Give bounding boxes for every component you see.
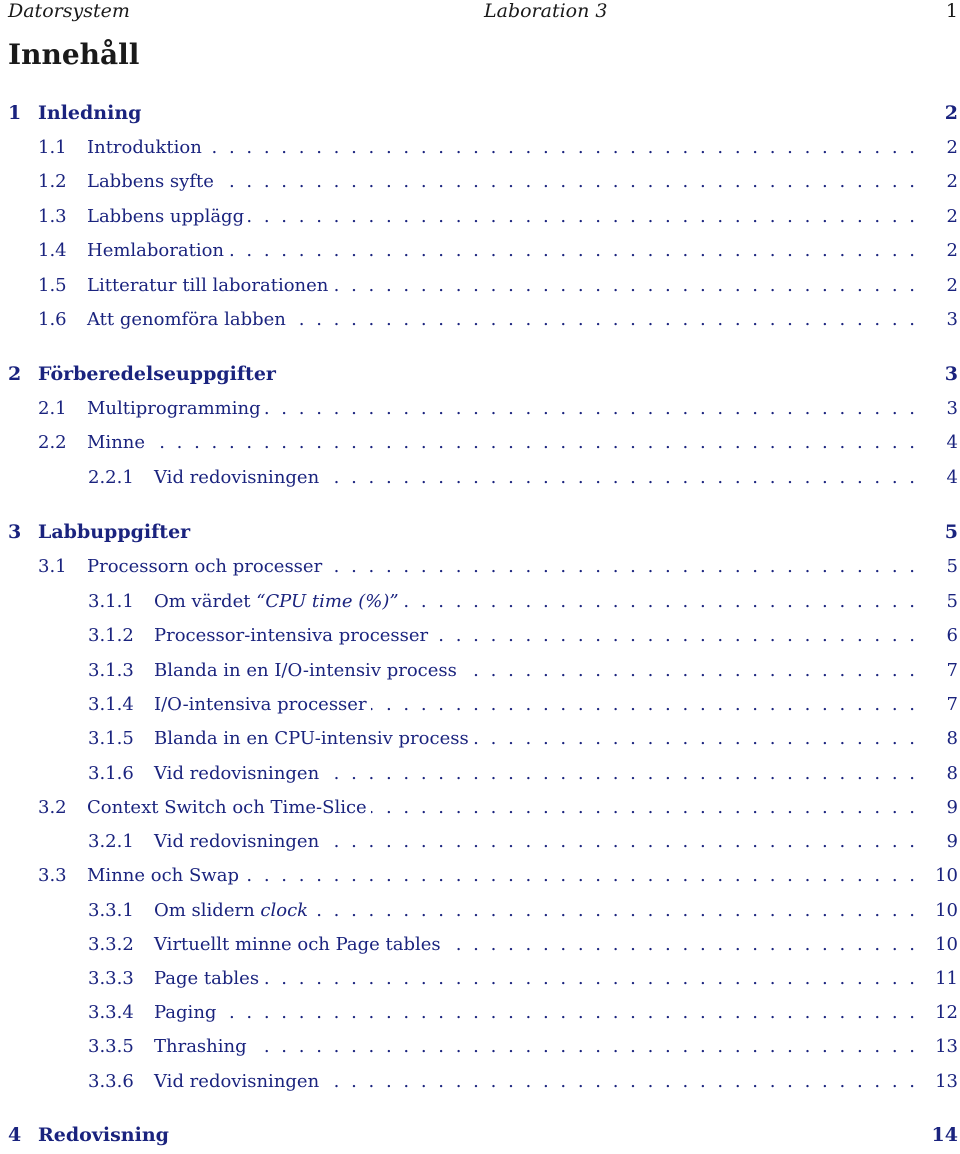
toc-entry-title: Blanda in en CPU-intensiv process — [154, 727, 469, 749]
toc-entry-title: Minne — [87, 431, 146, 453]
toc-entry-number: 1 — [8, 102, 22, 124]
toc-entry-title: Hemlaboration — [87, 239, 225, 261]
toc-entry-number: 1.5 — [38, 274, 67, 296]
toc-entry-page: 6 — [946, 624, 958, 646]
toc-entry-title: Litteratur till laborationen — [87, 274, 329, 296]
toc-entry-page: 12 — [935, 1001, 958, 1023]
toc-entry[interactable] — [8, 756, 960, 790]
toc-entry-title: Om värdet “CPU time (%)” — [154, 590, 399, 612]
toc-entry-number: 2 — [8, 363, 22, 385]
toc-leader-dots — [263, 968, 918, 989]
toc-leader-dots — [473, 728, 918, 749]
toc-entry-title: Om slidern clock — [154, 899, 309, 921]
toc-entry-page: 8 — [946, 727, 958, 749]
toc-entry-page: 2 — [946, 136, 958, 158]
toc-leader-dots — [149, 432, 918, 453]
toc-entry-title: Labbuppgifter — [38, 521, 191, 543]
toc-entry[interactable] — [8, 233, 960, 267]
toc-leader-dots — [323, 763, 918, 784]
toc-entry[interactable] — [8, 618, 960, 652]
toc-entry[interactable] — [8, 995, 960, 1029]
toc-entry-title: I/O-intensiva processer — [154, 693, 367, 715]
toc-entry[interactable] — [8, 687, 960, 721]
toc-leader-dots — [461, 660, 918, 681]
toc-leader-dots — [445, 934, 918, 955]
toc-entry[interactable] — [8, 515, 960, 549]
toc-entry-number: 3.3.6 — [88, 1070, 134, 1092]
toc-entry-page: 10 — [935, 864, 958, 886]
toc-entry-number: 1.4 — [38, 239, 67, 261]
toc-entry-page: 2 — [946, 205, 958, 227]
toc-entry-number: 3.2 — [38, 796, 67, 818]
toc-entry[interactable] — [8, 302, 960, 336]
toc-entry-page: 7 — [946, 693, 958, 715]
toc-entry-title: Vid redovisningen — [154, 830, 320, 852]
toc-entry-number: 1.2 — [38, 170, 67, 192]
toc-entry-title: Inledning — [38, 102, 142, 124]
toc-entry-page: 10 — [935, 933, 958, 955]
toc-leader-dots — [248, 206, 918, 227]
toc-entry-page: 14 — [931, 1124, 958, 1146]
toc-entry-number: 3.1.2 — [88, 624, 134, 646]
toc-entry-number: 2.2 — [38, 431, 67, 453]
toc-entry-title: Labbens syfte — [87, 170, 214, 192]
toc-entry-title: Förberedelseuppgifter — [38, 363, 276, 385]
toc-leader-dots — [206, 137, 918, 158]
toc-entry-number: 3.1.6 — [88, 762, 134, 784]
toc-entry-number: 1.3 — [38, 205, 67, 227]
toc-entry-page: 13 — [935, 1035, 958, 1057]
toc-leader-dots — [371, 694, 918, 715]
toc-entry[interactable] — [8, 199, 960, 233]
toc-entry[interactable] — [8, 460, 960, 494]
toc-entry-title: Blanda in en I/O-intensiv process — [154, 659, 457, 681]
toc-entry[interactable] — [8, 721, 960, 755]
toc-entry-page: 2 — [946, 239, 958, 261]
running-header — [8, 0, 960, 22]
toc-entry-page: 9 — [946, 830, 958, 852]
toc-entry[interactable] — [8, 1118, 960, 1152]
toc-entry-number: 4 — [8, 1124, 22, 1146]
header-lab-title: Laboration 3 — [484, 0, 608, 22]
toc-leader-dots — [403, 591, 918, 612]
toc-entry-title: Thrashing — [154, 1035, 247, 1057]
toc-entry-title: Introduktion — [87, 136, 202, 158]
toc-leader-dots — [326, 556, 918, 577]
toc-entry[interactable] — [8, 961, 960, 995]
toc-leader-dots — [290, 309, 918, 330]
toc-entry[interactable] — [8, 790, 960, 824]
toc-entry[interactable] — [8, 391, 960, 425]
toc-entry-page: 11 — [935, 967, 958, 989]
toc-entry-number: 3.3 — [38, 864, 67, 886]
toc-entry[interactable] — [8, 1064, 960, 1098]
toc-leader-dots — [265, 398, 918, 419]
toc-entry-number: 3.1.3 — [88, 659, 134, 681]
toc-entry[interactable] — [8, 357, 960, 391]
toc-entry-title: Virtuellt minne och Page tables — [154, 933, 441, 955]
toc-entry[interactable] — [8, 653, 960, 687]
toc-entry-title: Labbens upplägg — [87, 205, 245, 227]
toc-entry-number: 3.3.3 — [88, 967, 134, 989]
page-title: Innehåll — [8, 38, 140, 71]
toc-entry-title: Vid redovisningen — [154, 466, 320, 488]
toc-entry-page: 3 — [944, 363, 958, 385]
toc-entry-page: 10 — [935, 899, 958, 921]
toc-entry-number: 2.2.1 — [88, 466, 134, 488]
toc-entry-title: Minne och Swap — [87, 864, 239, 886]
toc-entry[interactable] — [8, 858, 960, 892]
toc-leader-dots — [312, 900, 918, 921]
toc-entry-page: 3 — [946, 397, 958, 419]
toc-entry-page: 4 — [946, 466, 958, 488]
toc-entry-title: Page tables — [154, 967, 260, 989]
toc-entry[interactable] — [8, 130, 960, 164]
toc-leader-dots — [251, 1036, 918, 1057]
toc-entry[interactable] — [8, 96, 960, 130]
toc-entry-title: Processor-intensiva processer — [154, 624, 429, 646]
toc-entry-page: 2 — [946, 274, 958, 296]
toc-entry[interactable] — [8, 1029, 960, 1063]
toc-entry-number: 1.1 — [38, 136, 67, 158]
toc-entry-number: 3.3.2 — [88, 933, 134, 955]
toc-leader-dots — [228, 240, 918, 261]
toc-entry-number: 3.1.4 — [88, 693, 134, 715]
toc-entry-page: 5 — [946, 590, 958, 612]
toc-entry-page: 5 — [944, 521, 958, 543]
toc-entry-page: 7 — [946, 659, 958, 681]
toc-entry-number: 3.3.1 — [88, 899, 134, 921]
toc-entry-page: 8 — [946, 762, 958, 784]
toc-leader-dots — [323, 831, 918, 852]
toc-entry-number: 3.1.1 — [88, 590, 134, 612]
header-course-title: Datorsystem — [8, 0, 130, 22]
toc-entry-page: 3 — [946, 308, 958, 330]
toc-entry-number: 3.1.5 — [88, 727, 134, 749]
toc-entry-number: 3 — [8, 521, 22, 543]
toc-entry-title: Paging — [154, 1001, 217, 1023]
toc-entry[interactable] — [8, 824, 960, 858]
toc-leader-dots — [332, 275, 918, 296]
toc-leader-dots — [220, 1002, 918, 1023]
toc-leader-dots — [371, 797, 918, 818]
toc-entry[interactable] — [8, 893, 960, 927]
toc-entry-title: Processorn och processer — [87, 555, 323, 577]
toc-entry-title: Vid redovisningen — [154, 762, 320, 784]
toc-entry-number: 3.3.5 — [88, 1035, 134, 1057]
toc-entry[interactable] — [8, 425, 960, 459]
toc-entry-title: Vid redovisningen — [154, 1070, 320, 1092]
toc-entry-page: 13 — [935, 1070, 958, 1092]
toc-leader-dots — [432, 625, 918, 646]
toc-entry-title: Att genomföra labben — [87, 308, 286, 330]
toc-entry-number: 2.1 — [38, 397, 67, 419]
header-page-number: 1 — [945, 0, 958, 22]
toc-entry-title: Multiprogramming — [87, 397, 261, 419]
toc-entry-page: 4 — [946, 431, 958, 453]
toc-entry-title: Context Switch och Time-Slice — [87, 796, 367, 818]
toc-entry[interactable] — [8, 549, 960, 583]
toc-entry-page: 9 — [946, 796, 958, 818]
toc-entry[interactable] — [8, 268, 960, 302]
toc-entry-number: 3.2.1 — [88, 830, 134, 852]
toc-entry-page: 2 — [946, 170, 958, 192]
toc-leader-dots — [323, 467, 918, 488]
toc-entry-page: 2 — [944, 102, 958, 124]
toc-leader-dots — [218, 171, 918, 192]
toc-leader-dots — [323, 1071, 918, 1092]
toc-entry-number: 3.3.4 — [88, 1001, 134, 1023]
toc-entry[interactable] — [8, 584, 960, 618]
toc-entry[interactable] — [8, 164, 960, 198]
toc-entry-title: Redovisning — [38, 1124, 169, 1146]
toc-entry[interactable] — [8, 927, 960, 961]
toc-leader-dots — [243, 865, 918, 886]
toc-entry-number: 1.6 — [38, 308, 67, 330]
toc-entry-number: 3.1 — [38, 555, 67, 577]
toc-entry-page: 5 — [946, 555, 958, 577]
